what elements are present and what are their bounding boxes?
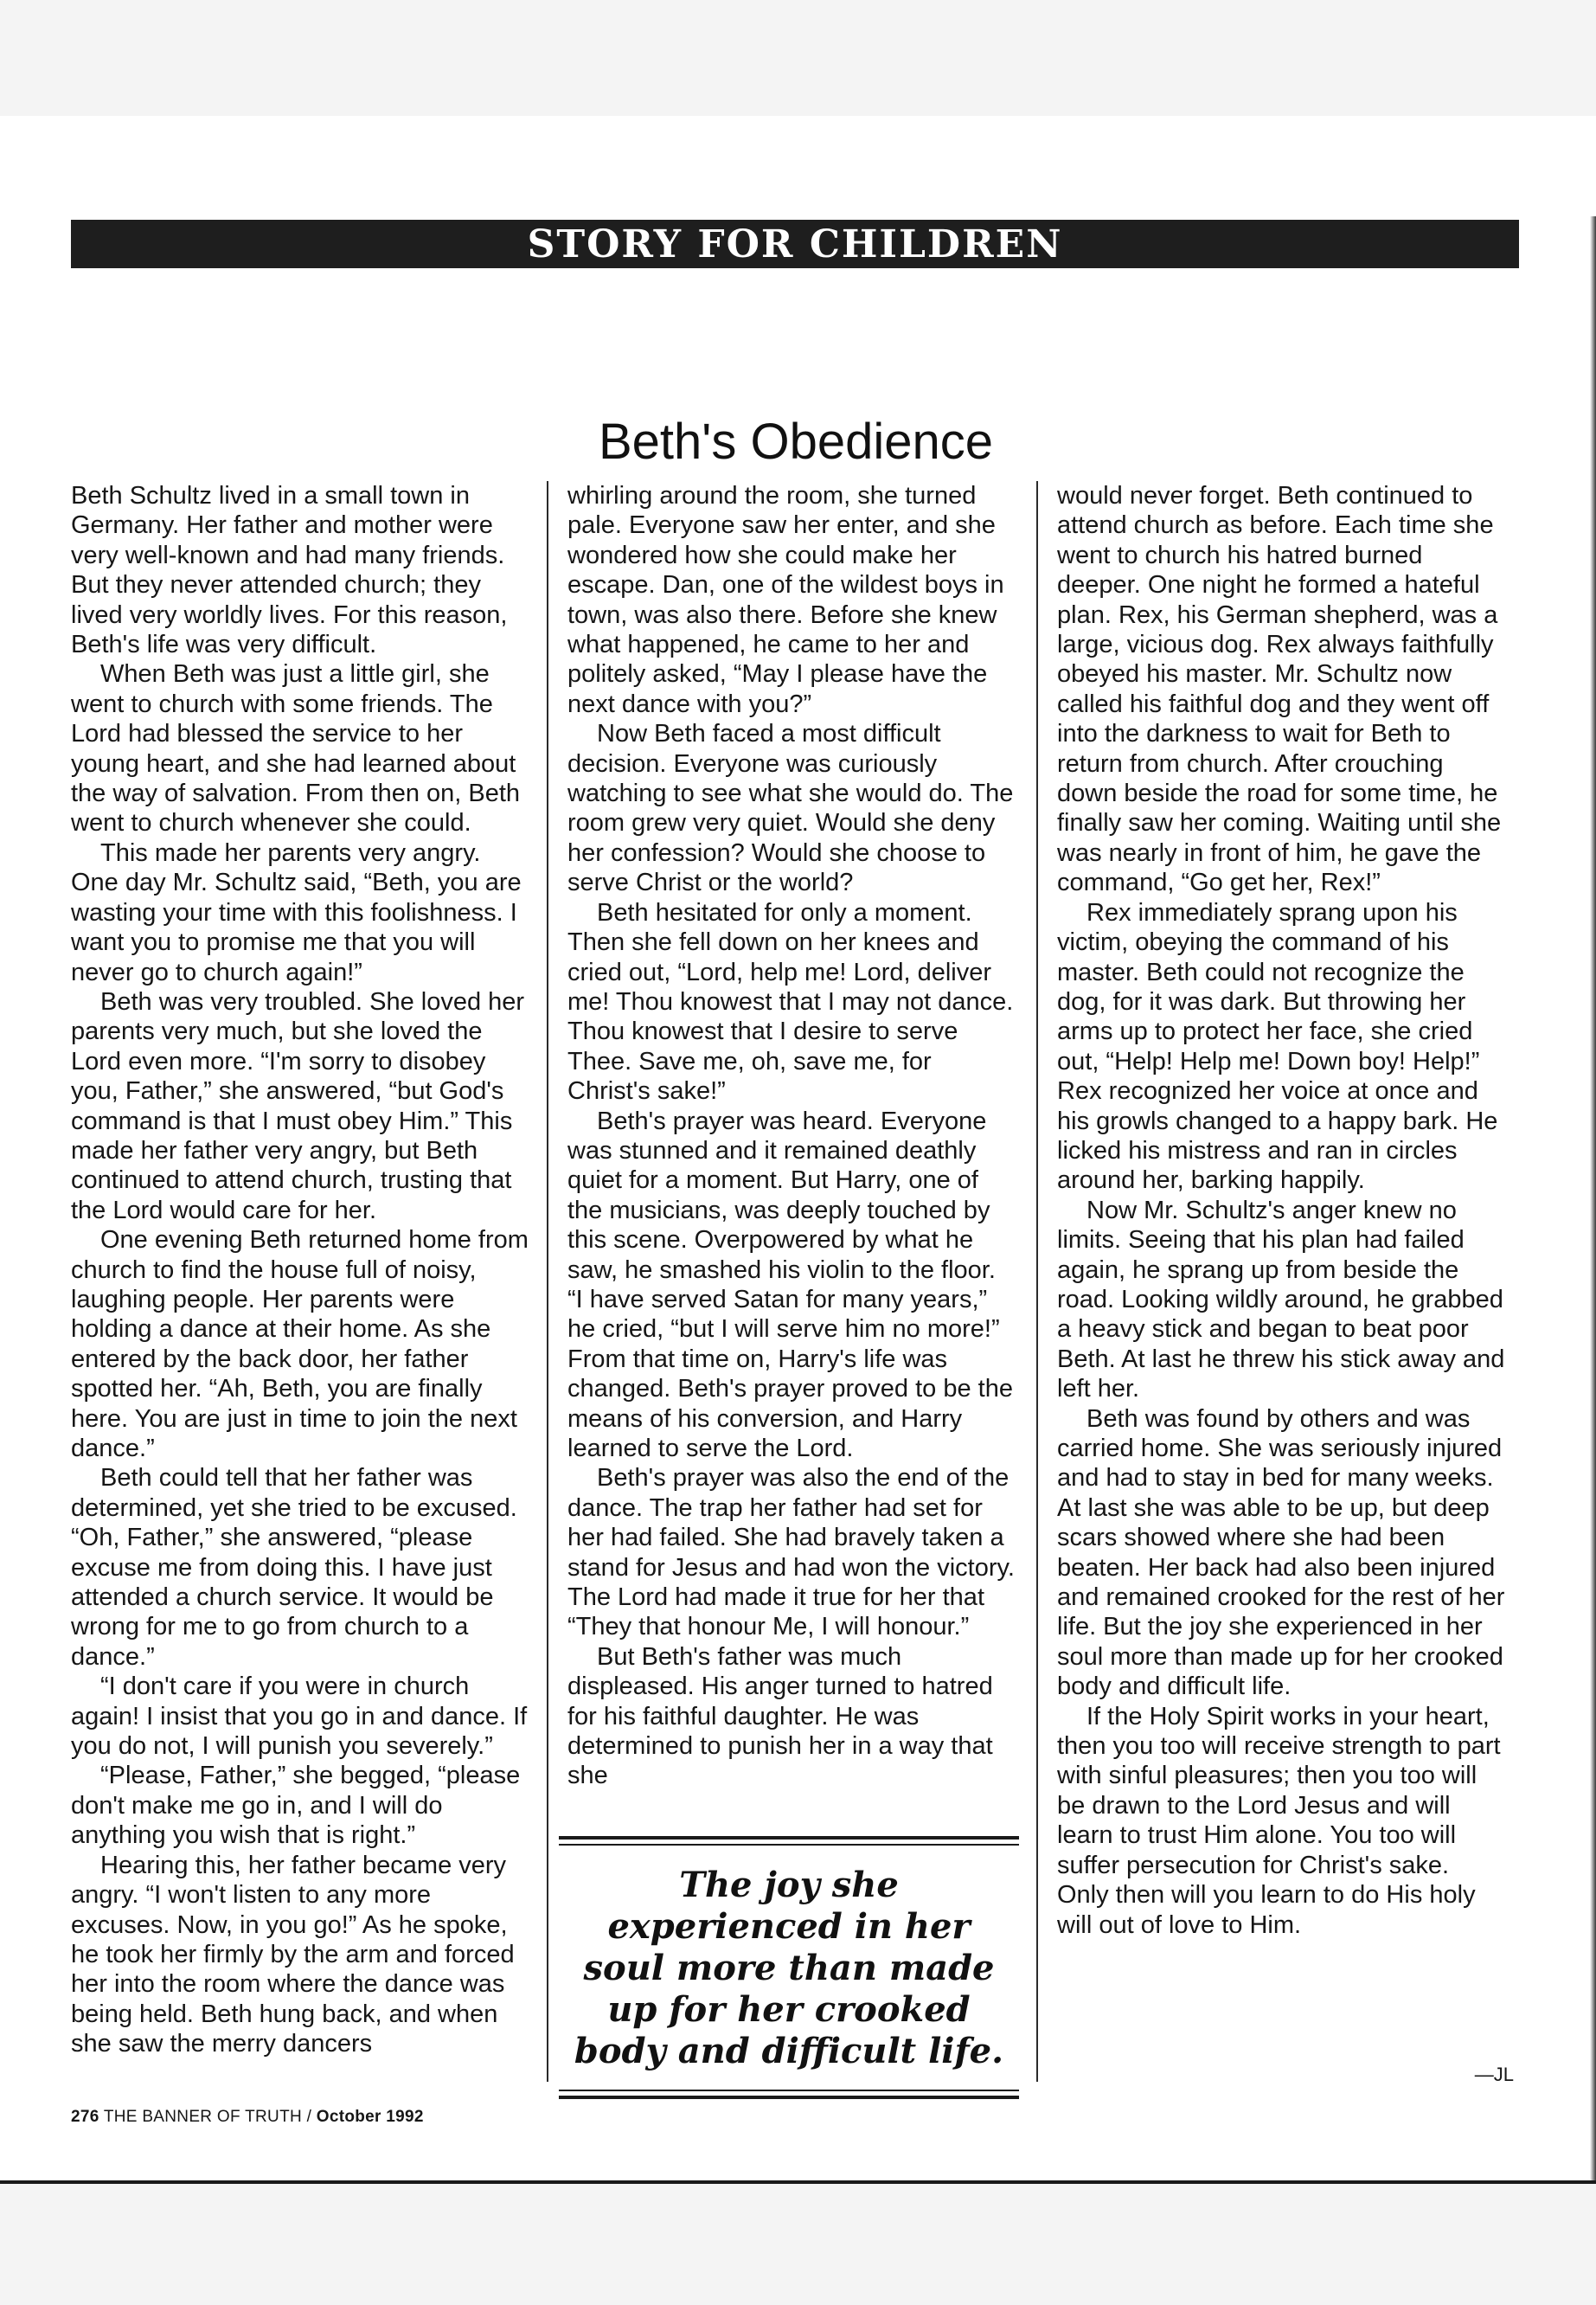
paragraph: When Beth was just a little girl, she went to church with some friends. The Lord had blessed the service to her young heart, and she had learned about the way of salvation. From then on, Beth went to church whenever she could. [71, 660, 521, 838]
paragraph: Now Mr. Schultz's anger knew no limits. Seeing that his plan had failed again, he sprang up from beside the road. Looking wildly around, he grabbed a heavy stick and began to beat poor Beth. At last he threw his stick away and left her. [1057, 1196, 1505, 1403]
paragraph: Hearing this, her father became very angry. “I won't listen to any more excuses. Now, in you go!” As he spoke, he took her firmly by the arm and forced her into the room where the dance was being held. Beth hung back, and when she saw the merry dancers [71, 1851, 515, 2058]
author-signature: —JL [1474, 2064, 1514, 2085]
text-column-2 [567, 481, 1017, 1791]
article-title: Beth's Obedience [598, 414, 994, 470]
paragraph: This made her parents very angry. One day Mr. Schultz said, “Beth, you are wasting your time with this foolishness. I want you to promise me that you will never go to church again!” [71, 838, 522, 986]
paragraph: would never forget. Beth continued to attend church as before. Each time she went to church his hatred burned deeper. One night he formed a hateful plan. Rex, his German shepherd, was a large, vicious dog. Rex always faithfully obeyed his master. Mr. Schultz now called his faithful dog and they went off into the darkness to wait for Beth to return from church. After crouching down beside the road for some time, he finally saw her coming. Waiting until she was nearly in front of him, he gave the command, “Go get her, Rex!” [1057, 482, 1502, 897]
section-banner [71, 220, 1519, 268]
paragraph: Now Beth faced a most difficult decision. Everyone was curiously watching to see what she would do. The room grew very quiet. Would she deny her confession? Would she choose to serve Christ or the world? [567, 720, 1014, 897]
paragraph: But Beth's father was much displeased. His anger turned to hatred for his faithful daughter. He was determined to punish her in a way that she [567, 1642, 993, 1790]
page-bottom-margin [0, 2180, 1596, 2305]
pull-quote [559, 1836, 1019, 2099]
paragraph: If the Holy Spirit works in your heart, then you too will receive strength to part with sinful pleasures; then you too will be drawn to the Lord Jesus and will learn to trust Him alone. You too will suffer persecution for Christ's sake. Only then will you learn to do His holy will out of love to Him. [1057, 1702, 1501, 1939]
column-divider [547, 481, 548, 2082]
paragraph: Beth hesitated for only a moment. Then she fell down on her knees and cried out, “Lord, help me! Lord, deliver me! Thou knowest that I may not dance. Thou knowest that I desire to serve Thee. Save me, oh, save me, for Christ's sake!” [567, 898, 1014, 1106]
issue-date: October 1992 [316, 2108, 424, 2126]
pull-quote-rule-bottom [559, 2090, 1019, 2099]
paragraph: Rex immediately sprang upon his victim, obeying the command of his master. Beth could not recognize the dog, for it was dark. But throwing her arms up to protect her face, she cried out, “Help! Help me! Down boy! Help!” Rex recognized her voice at once and his growls changed to a happy bark. He licked his mistress and ran in circles around her, barking happily. [1057, 898, 1498, 1195]
text-column-3 [1057, 481, 1507, 1940]
paragraph: “I don't care if you were in church again! I insist that you go in and dance. If you do not, I will punish you severely.” [71, 1673, 528, 1761]
page-top-margin [0, 0, 1596, 116]
text-column-1 [71, 481, 529, 2059]
paragraph: Beth was found by others and was carried home. She was seriously injured and had to stay in bed for many weeks. At last she was able to be up, but deep scars showed where she had been beaten. Her back had also been injured and remained crooked for the rest of her life. But the joy she experienced in her soul more than made up for her crooked body and difficult life. [1057, 1404, 1505, 1701]
publication-name: THE BANNER OF TRUTH / [103, 2108, 312, 2126]
page-number: 276 [71, 2108, 99, 2126]
page-footer [71, 2108, 676, 2127]
paragraph: Beth's prayer was also the end of the dance. The trap her father had set for her had failed. She had bravely taken a stand for Jesus and had won the victory. The Lord had made it true for her that “They that honour Me, I will honour.” [567, 1464, 1015, 1641]
paragraph: Beth was very troubled. She loved her parents very much, but she loved the Lord even more. “I'm sorry to disobey you, Father,” she answered, “but God's command is that I must obey Him.” This made her father very angry, but Beth continued to attend church, trusting that the Lord would care for her. [71, 987, 525, 1224]
paragraph: Beth could tell that her father was determined, yet she tried to be excused. “Oh, Father,” she answered, “please excuse me from doing this. I have just attended a church service. It would be wrong for me to go from church to a dance.” [71, 1464, 517, 1671]
paragraph: Beth's prayer was heard. Everyone was stunned and it remained deathly quiet for a moment. But Harry, one of the musicians, was deeply touched by this scene. Overpowered by what he saw, he smashed his violin to the floor. “I have served Satan for many years,” he cried, “but I will serve him no more!” From that time on, Harry's life was changed. Beth's prayer proved to be the means of his conversion, and Harry learned to serve the Lord. [567, 1107, 1013, 1462]
paragraph: “Please, Father,” she begged, “please don't make me go in, and I will do anything you wish that is right.” [71, 1762, 521, 1850]
paragraph: whirling around the room, she turned pale. Everyone saw her enter, and she wondered how she could make her escape. Dan, one of the wildest boys in town, was also there. Before she knew what happened, he came to her and politely asked, “May I please have the next dance with you?” [567, 482, 1004, 718]
section-banner-label: STORY FOR CHILDREN [527, 222, 1063, 266]
pull-quote-text: The joy she experienced in her soul more than made up for her crooked body and difficult life. [574, 1865, 1004, 2071]
column-divider [1036, 481, 1038, 2082]
paragraph: Beth Schultz lived in a small town in Germany. Her father and mother were very well-known and had many friends. But they never attended church; they lived very worldly lives. For this reason, Beth's life was very difficult. [71, 482, 508, 659]
paragraph: One evening Beth returned home from church to find the house full of noisy, laughing people. Her parents were holding a dance at their home. As she entered by the back door, her father spotted her. “Ah, Beth, you are finally here. You are just in time to join the next dance.” [71, 1226, 529, 1462]
pull-quote-rule-top [559, 1836, 1019, 1846]
page-edge-shadow [1590, 216, 1596, 2180]
